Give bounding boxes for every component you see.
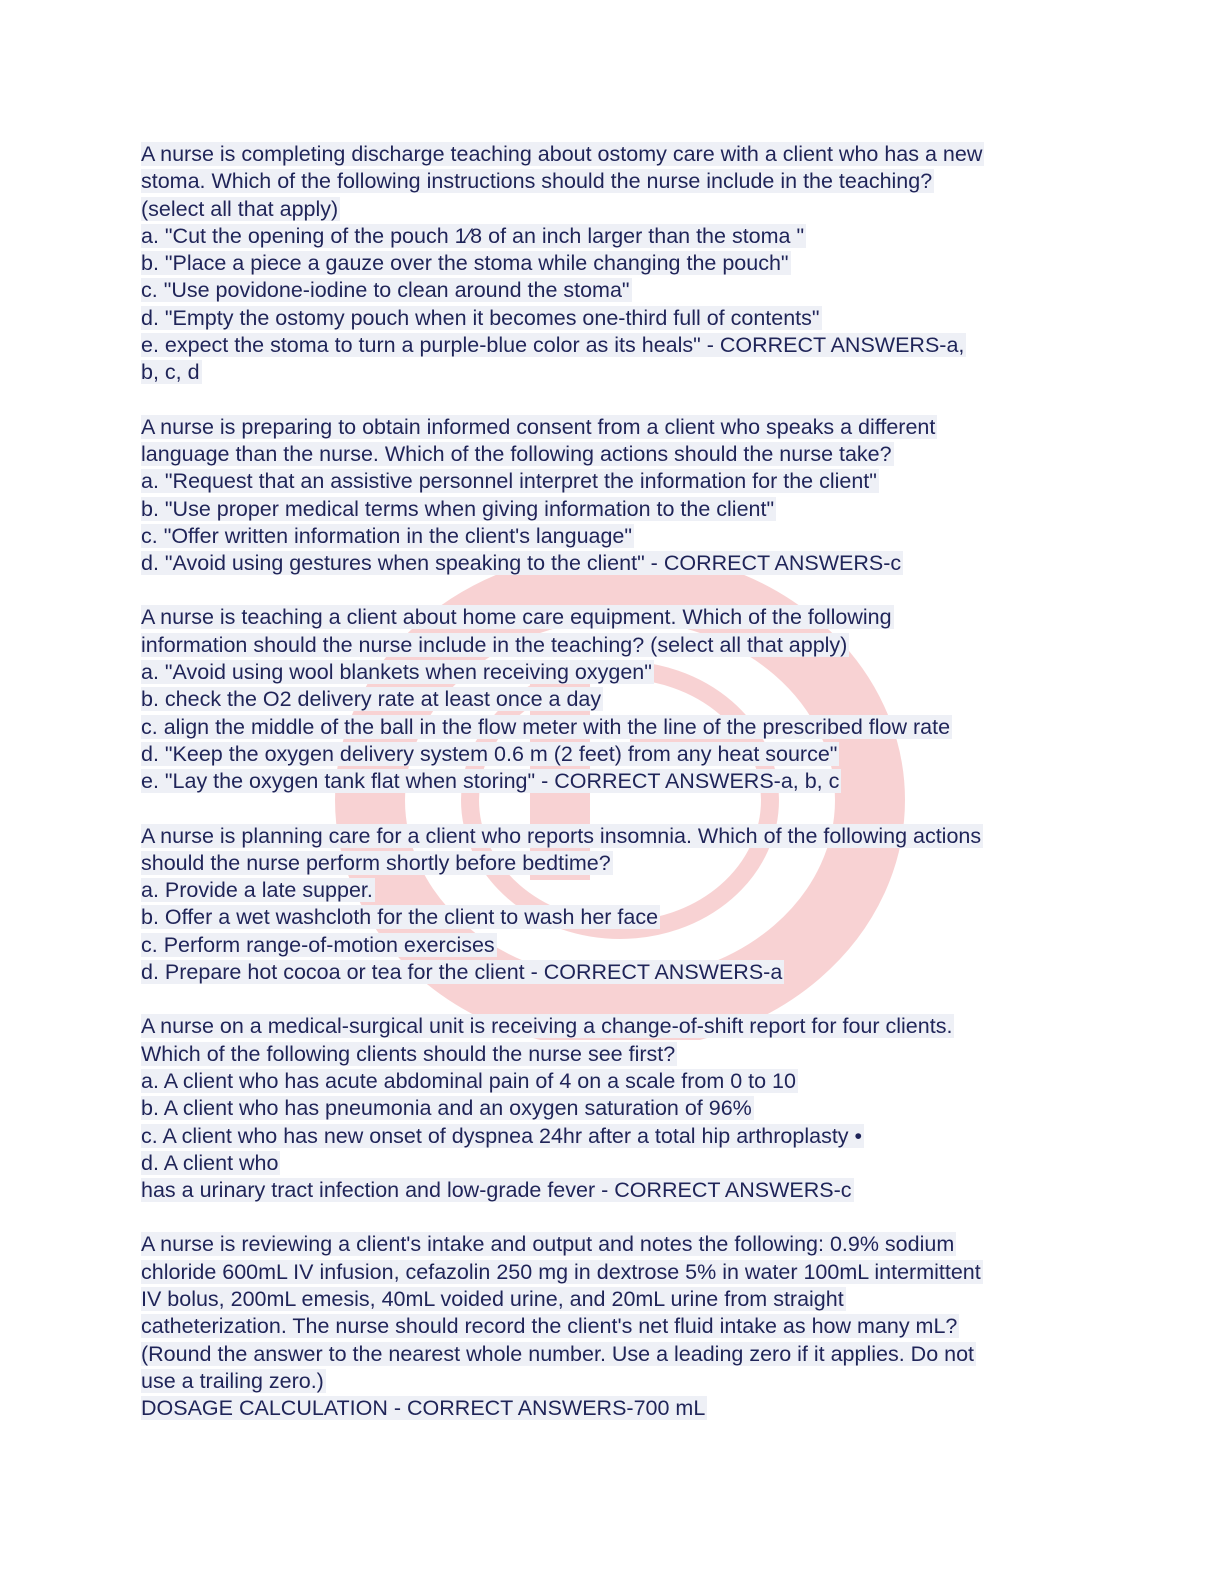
option-line: c. "Offer written information in the client's language" (141, 523, 633, 548)
text-line: A nurse is preparing to obtain informed consent from a client who speaks a different (141, 414, 936, 439)
option-line: a. "Cut the opening of the pouch 1⁄8 of an inch larger than the stoma " (141, 223, 805, 248)
text-line: A nurse is planning care for a client who reports insomnia. Which of the following actions (141, 823, 982, 848)
answer-line: DOSAGE CALCULATION - CORRECT ANSWERS-700 mL (141, 1396, 706, 1421)
answer-line: d. "Avoid using gestures when speaking to the client" - CORRECT ANSWERS-c (141, 551, 902, 576)
text-line: chloride 600mL IV infusion, cefazolin 250 mg in dextrose 5% in water 100mL intermittent (141, 1259, 981, 1284)
question-1 (141, 141, 1101, 387)
text-line: (select all that apply) (141, 196, 339, 221)
document-body (141, 141, 1101, 1449)
text-line: A nurse is completing discharge teaching about ostomy care with a client who has a new (141, 142, 983, 166)
option-line: e. expect the stoma to turn a purple-blue color as its heals" - CORRECT ANSWERS-a, (141, 333, 965, 358)
option-line: b. A client who has pneumonia and an oxygen saturation of 96% (141, 1096, 752, 1121)
question-5 (141, 1013, 1101, 1204)
option-line: d. "Keep the oxygen delivery system 0.6 m (2 feet) from any heat source" (141, 741, 838, 766)
text-line: (Round the answer to the nearest whole number. Use a leading zero if it applies. Do not (141, 1341, 975, 1366)
answer-line: has a urinary tract infection and low-grade fever - CORRECT ANSWERS-c (141, 1178, 852, 1203)
option-line: c. align the middle of the ball in the flow meter with the line of the prescribed flow rate (141, 714, 951, 739)
text-line: use a trailing zero.) (141, 1368, 324, 1393)
text-line: Which of the following clients should the nurse see first? (141, 1041, 676, 1066)
text-line: should the nurse perform shortly before bedtime? (141, 850, 611, 875)
answer-line: b, c, d (141, 360, 200, 385)
answer-line: d. Prepare hot cocoa or tea for the client - CORRECT ANSWERS-a (141, 960, 783, 985)
option-line: b. "Use proper medical terms when giving information to the client" (141, 496, 775, 521)
option-line: a. "Request that an assistive personnel interpret the information for the client" (141, 469, 877, 494)
text-line: catheterization. The nurse should record the client's net fluid intake as how many mL? (141, 1314, 958, 1339)
question-6 (141, 1231, 1101, 1422)
question-4 (141, 823, 1101, 987)
text-line: A nurse is reviewing a client's intake and output and notes the following: 0.9% sodium (141, 1232, 955, 1257)
option-line: b. check the O2 delivery rate at least once a day (141, 687, 602, 712)
option-line: d. "Empty the ostomy pouch when it becomes one-third full of contents" (141, 305, 820, 330)
option-line: a. A client who has acute abdominal pain of 4 on a scale from 0 to 10 (141, 1068, 796, 1093)
question-2 (141, 414, 1101, 578)
text-line: IV bolus, 200mL emesis, 40mL voided urine, and 20mL urine from straight (141, 1286, 844, 1311)
answer-line: e. "Lay the oxygen tank flat when storing" - CORRECT ANSWERS-a, b, c (141, 769, 840, 794)
option-line: b. "Place a piece a gauze over the stoma while changing the pouch" (141, 251, 789, 276)
option-line: d. A client who (141, 1150, 279, 1175)
question-3 (141, 604, 1101, 795)
option-line: a. Provide a late supper. (141, 878, 373, 903)
text-line: A nurse is teaching a client about home care equipment. Which of the following (141, 605, 892, 630)
text-line: language than the nurse. Which of the following actions should the nurse take? (141, 441, 892, 466)
option-line: c. Perform range-of-motion exercises (141, 932, 495, 957)
option-line: c. "Use povidone-iodine to clean around the stoma" (141, 278, 630, 303)
option-line: a. "Avoid using wool blankets when receiving oxygen" (141, 660, 652, 685)
option-line: c. A client who has new onset of dyspnea 24hr after a total hip arthroplasty • (141, 1123, 863, 1148)
text-line: stoma. Which of the following instructions should the nurse include in the teaching? (141, 169, 933, 194)
text-line: A nurse on a medical-surgical unit is receiving a change-of-shift report for four clients. (141, 1014, 953, 1039)
text-line: information should the nurse include in the teaching? (select all that apply) (141, 632, 848, 657)
option-line: b. Offer a wet washcloth for the client to wash her face (141, 905, 659, 930)
